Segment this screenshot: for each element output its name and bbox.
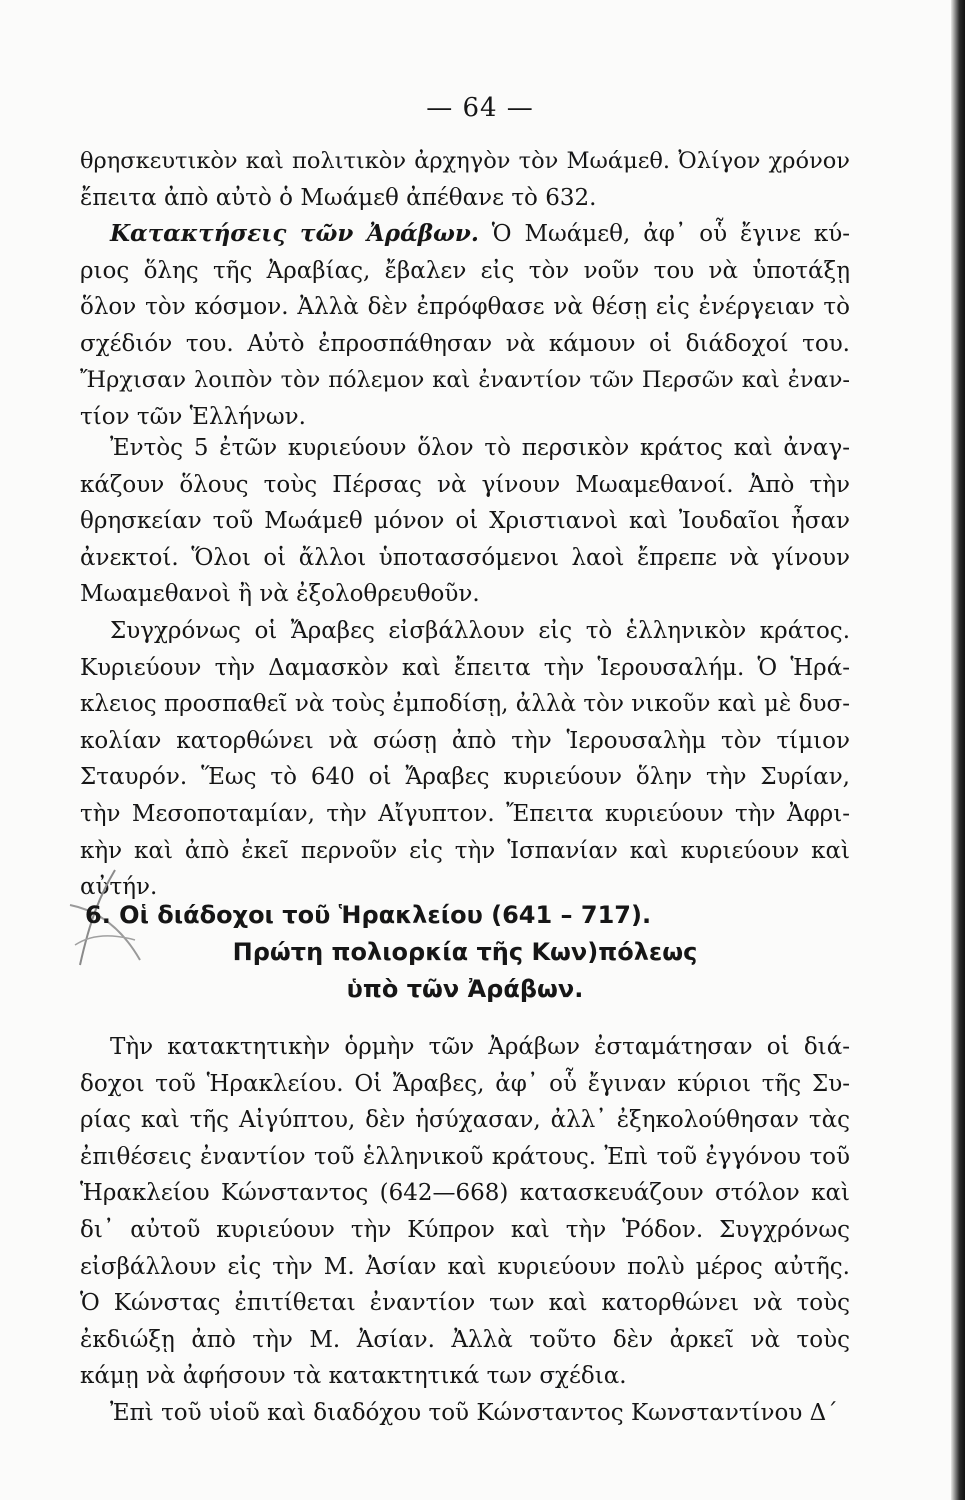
paragraph-6 — [80, 1395, 850, 1432]
text-line: ριος ὅλης τῆς Ἀραβίας, ἔβαλεν εἰς τὸν νοῦν του νὰ ὑποτάξῃ — [80, 257, 850, 284]
section-heading — [80, 897, 850, 1008]
text-line: δοχοι τοῦ Ἡρακλείου. Οἱ Ἄραβες, ἀφ᾽ οὗ ἔγιναν κύριοι τῆς Συ- — [80, 1070, 850, 1097]
text-line: Κυριεύουν τὴν Δαμασκὸν καὶ ἔπειτα τὴν Ἱερουσαλήμ. Ὁ Ἡρά- — [80, 654, 850, 681]
text-line: Σταυρόν. Ἕως τὸ 640 οἱ Ἄραβες κυριεύουν ὅλην τὴν Συρίαν, — [80, 764, 850, 791]
text-line: κάμῃ νὰ ἀφήσουν τὰ κατακτητικά των σχέδια. — [80, 1363, 627, 1390]
text-line: θρησκείαν τοῦ Μωάμεθ μόνον οἱ Χριστιανοὶ καὶ Ἰουδαῖοι ἦσαν — [80, 508, 850, 535]
text-line: κολίαν κατορθώνει νὰ σώσῃ ἀπὸ τὴν Ἱερουσαλὴμ τὸν τίμιον — [80, 727, 850, 754]
text-line: Τὴν κατακτητικὴν ὁρμὴν τῶν Ἀράβων ἐσταμάτησαν οἱ διά- — [110, 1034, 850, 1060]
text-line: θρησκευτικὸν καὶ πολιτικὸν ἀρχηγὸν τὸν Μωάμεθ. Ὀλίγον χρόνον — [80, 148, 850, 174]
paragraph-3 — [80, 430, 850, 613]
text-line: αὐτήν. — [80, 874, 158, 901]
text-line: κλειος προσπαθεῖ νὰ τοὺς ἐμποδίσῃ, ἀλλὰ τὸν νικοῦν καὶ μὲ δυσ- — [80, 691, 850, 718]
text-line: Ἐπὶ τοῦ υἱοῦ καὶ διαδόχου τοῦ Κώνσταντος Κωνσταντίνου Δ´ — [110, 1400, 838, 1426]
paragraph-5 — [80, 1029, 850, 1395]
text-line: τὴν Μεσοποταμίαν, τὴν Αἴγυπτον. Ἔπειτα κυριεύουν τὴν Ἀφρι- — [80, 800, 850, 827]
text-line: κὴν καὶ ἀπὸ ἐκεῖ περνοῦν εἰς τὴν Ἱσπανίαν καὶ κυριεύουν καὶ — [80, 837, 850, 864]
text-line: Ἐντὸς 5 ἐτῶν κυριεύουν ὅλον τὸ περσικὸν κράτος καὶ ἀναγ- — [110, 435, 850, 461]
text-line: κάζουν ὅλους τοὺς Πέρσας νὰ γίνουν Μωαμεθανοί. Ἀπὸ τὴν — [80, 471, 850, 498]
text-line: Συγχρόνως οἱ Ἄραβες εἰσβάλλουν εἰς τὸ ἑλληνικὸν κράτος. — [110, 618, 850, 644]
inline-text: Ὁ Μωάμεθ, ἀφ᾽ οὗ ἔγινε κύ- — [491, 221, 851, 247]
text-line: Ὁ Κώνστας ἐπιτίθεται ἐναντίον των καὶ κατορθώνει νὰ τοὺς — [80, 1290, 850, 1317]
page-edge-shadow — [951, 0, 965, 1500]
section-subtitle: ὑπὸ τῶν Ἀράβων. — [346, 975, 584, 1003]
text-line: Ἡρακλείου Κώνσταντος (642—668) κατασκευάζουν στόλον καὶ — [80, 1180, 850, 1207]
text-line: τίον τῶν Ἑλλήνων. — [80, 403, 306, 430]
text-line: εἰσβάλλουν εἰς τὴν Μ. Ἀσίαν καὶ κυριεύουν πολὺ μέρος αὐτῆς. — [80, 1253, 850, 1280]
text-line: σχέδιόν του. Αὐτὸ ἐπροσπάθησαν νὰ κάμουν οἱ διάδοχοί του. — [80, 330, 850, 357]
text-line: ἐκδιώξῃ ἀπὸ τὴν Μ. Ἀσίαν. Ἀλλὰ τοῦτο δὲν ἀρκεῖ νὰ τοὺς — [80, 1326, 850, 1353]
text-line: Ἤρχισαν λοιπὸν τὸν πόλεμον καὶ ἐναντίον τῶν Περσῶν καὶ ἐναν- — [80, 367, 850, 394]
section-subtitle: Πρώτη πολιορκία τῆς Κων)πόλεως — [232, 938, 698, 966]
inline-heading: Κατακτήσεις τῶν Ἀράβων. — [110, 220, 479, 247]
paragraph-1 — [80, 143, 850, 216]
text-line: Μωαμεθανοὶ ἢ νὰ ἐξολοθρευθοῦν. — [80, 581, 480, 608]
text-line — [80, 216, 850, 253]
text-line: ἔπειτα ἀπὸ αὐτὸ ὁ Μωάμεθ ἀπέθανε τὸ 632. — [80, 184, 597, 211]
text-line: δι᾽ αὐτοῦ κυριεύουν τὴν Κύπρον καὶ τὴν Ῥόδον. Συγχρόνως — [80, 1216, 850, 1243]
page-number: — 64 — — [426, 93, 534, 123]
text-line: ἐπιθέσεις ἐναντίον τοῦ ἑλληνικοῦ κράτους. Ἐπὶ τοῦ ἐγγόνου τοῦ — [80, 1143, 850, 1170]
text-line: ἀνεκτοί. Ὅλοι οἱ ἄλλοι ὑποτασσόμενοι λαοὶ ἔπρεπε νὰ γίνουν — [80, 544, 850, 571]
section-title: 6. Οἱ διάδοχοι τοῦ Ἡρακλείου (641 – 717). — [85, 901, 652, 929]
paragraph-4 — [80, 613, 850, 906]
paragraph-2 — [80, 216, 850, 436]
text-line: ὅλον τὸν κόσμον. Ἀλλὰ δὲν ἐπρόφθασε νὰ θέσῃ εἰς ἐνέργειαν τὸ — [80, 294, 850, 321]
text-line: ρίας καὶ τῆς Αἰγύπτου, δὲν ἡσύχασαν, ἀλλ᾽ ἐξηκολούθησαν τὰς — [80, 1107, 850, 1134]
